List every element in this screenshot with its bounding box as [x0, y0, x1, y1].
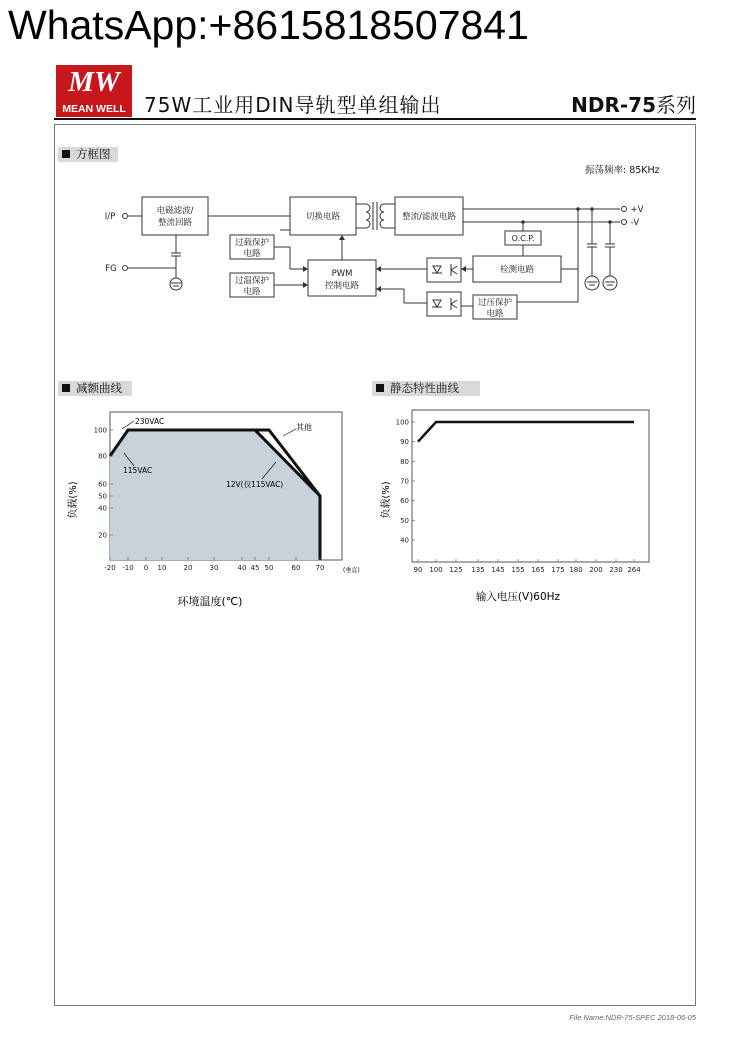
oscillation-frequency: 振荡频率: 85KHz	[585, 165, 660, 176]
ocp-label: O.C.P.	[511, 234, 535, 243]
olp-label-1: 过载保护	[234, 238, 270, 248]
pwm-label-2: 控制电路	[324, 281, 360, 291]
annotation-12v: 12V(仅115VAC)	[226, 480, 284, 489]
static-x-tick-label: 155	[511, 566, 525, 574]
derating-y-tick-label: 50	[98, 492, 107, 501]
static-y-tick-label: 80	[400, 457, 409, 466]
detection-label: 检测电路	[499, 265, 535, 275]
derating-y-tick-label: 100	[93, 426, 107, 435]
document-title: 75W工业用DIN导轨型单组输出	[144, 93, 442, 117]
static-x-tick-label: 165	[531, 566, 545, 574]
annotation-115vac: 115VAC	[123, 466, 153, 475]
watermark-text: WhatsApp:+8615818507841	[8, 2, 529, 48]
static-y-tick-label: 50	[400, 516, 409, 525]
derating-x-tick-label: 30	[209, 564, 219, 572]
derating-x-tick-label: 0	[143, 564, 149, 572]
otp-label-1: 过温保护	[234, 276, 270, 286]
derating-x-tick-label: -20	[104, 564, 116, 572]
static-x-tick-label: 135	[471, 566, 485, 574]
emi-label-1: 电磁滤波/	[156, 206, 194, 216]
annotation-230vac: 230VAC	[135, 417, 165, 426]
static-plot-frame	[412, 410, 649, 562]
ovp-label-2: 电路	[486, 309, 504, 319]
emi-label-2: 整流回路	[157, 218, 193, 228]
static-x-tick-label: 200	[589, 566, 603, 574]
derating-y-tick-label: 20	[98, 531, 107, 540]
logo-mark: MW	[68, 66, 120, 98]
static-xlabel: 输入电压(V)60Hz	[475, 591, 561, 603]
static-x-tick-label: 230	[609, 566, 623, 574]
file-name-footer: File Name:NDR-75-SPEC 2018-06-05	[569, 1013, 696, 1022]
static-x-tick-label: 90	[413, 566, 423, 574]
derating-x-tick-label: 10	[157, 564, 167, 572]
static-y-tick-label: 70	[400, 477, 409, 486]
derating-x-tick-label: 60	[291, 564, 301, 572]
derating-x-tick-label: 40	[237, 564, 247, 572]
static-x-tick-label: 180	[569, 566, 583, 574]
derating-xlabel: 环境温度(℃)	[177, 595, 243, 608]
x-unit-label: (垂直)	[343, 567, 360, 574]
ip-label: I/P	[104, 212, 116, 222]
derating-x-tick-label: 50	[264, 564, 274, 572]
section-title-text: 静态特性曲线	[390, 381, 459, 395]
series-suffix: 系列	[656, 93, 696, 117]
fg-label: FG	[105, 264, 117, 274]
derating-x-tick-label: 20	[183, 564, 193, 572]
pwm-label-1: PWM	[331, 269, 353, 279]
ovp-label-1: 过压保护	[477, 298, 513, 308]
static-y-tick-label: 60	[400, 497, 409, 506]
pos-v-label: +V	[630, 205, 644, 215]
static-y-tick-label: 100	[395, 418, 409, 427]
logo-brand: MEAN WELL	[62, 103, 126, 115]
section-title-text: 方框图	[76, 147, 111, 161]
static-x-tick-label: 125	[449, 566, 463, 574]
series-model: NDR-75	[571, 93, 656, 117]
derating-y-tick-label: 80	[98, 452, 107, 461]
static-x-tick-label: 264	[627, 566, 641, 574]
static-x-tick-label: 175	[551, 566, 565, 574]
otp-label-2: 电路	[243, 287, 261, 297]
neg-v-label: -V	[630, 218, 640, 228]
derating-x-tick-label: 70	[315, 564, 325, 572]
static-ylabel: 负载(%)	[381, 481, 392, 519]
annotation-others: 其他	[296, 423, 312, 432]
static-x-tick-label: 145	[491, 566, 505, 574]
section-title-text: 减额曲线	[76, 381, 122, 395]
rect-filter-label: 整流/滤波电路	[402, 212, 456, 222]
derating-y-tick-label: 40	[98, 504, 107, 513]
derating-x-tick-label: 45	[250, 564, 260, 572]
switching-label: 切换电路	[305, 212, 341, 222]
derating-x-tick-label: -10	[122, 564, 134, 572]
static-y-tick-label: 90	[400, 438, 409, 447]
olp-label-2: 电路	[243, 249, 261, 259]
static-y-tick-label: 40	[400, 536, 409, 545]
static-x-tick-label: 100	[429, 566, 443, 574]
derating-ylabel: 负载(%)	[68, 481, 79, 519]
derating-y-tick-label: 60	[98, 480, 107, 489]
